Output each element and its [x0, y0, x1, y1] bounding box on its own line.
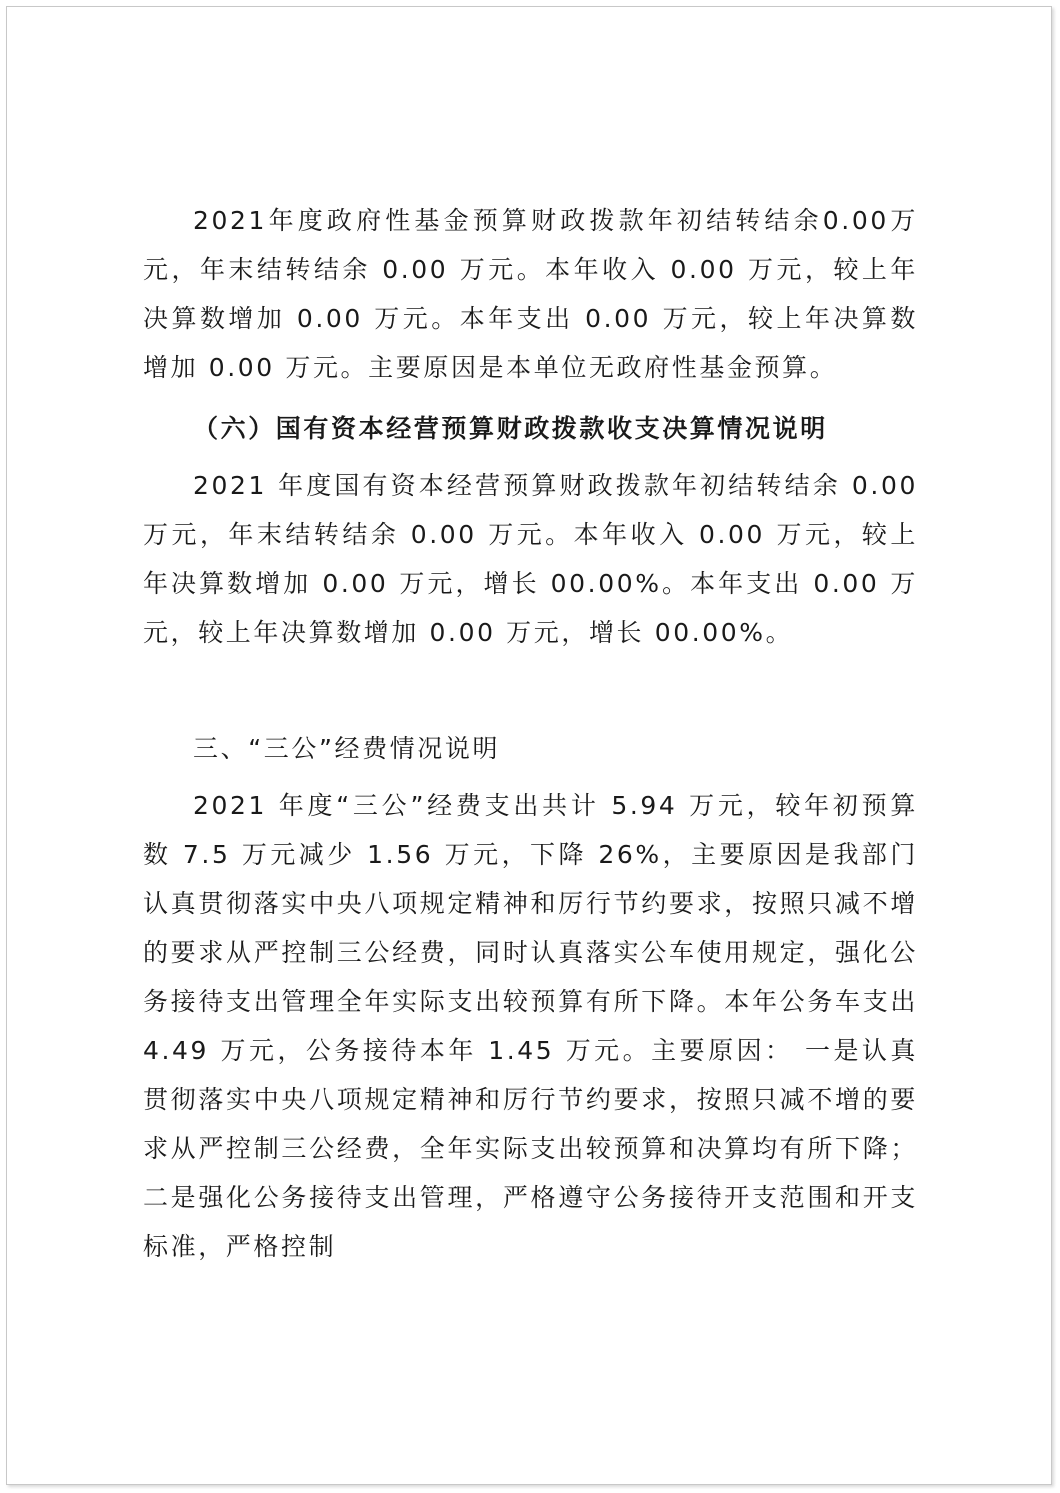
state-capital-section: [143, 461, 918, 657]
three-public-heading: 三、“三公”经费情况说明: [193, 734, 501, 763]
three-public-heading-block: [143, 724, 918, 773]
state-capital-paragraph: 2021 年度国有资本经营预算财政拨款年初结转结余 0.00 万元，年末结转结余 0.00 万元。本年收入 0.00 万元，较上年决算数增加 0.00 万元，增长 00.00%。本年支出 0.00 万元，较上年决算数增加 0.00 万元，增长 00.00%。: [143, 471, 918, 647]
state-capital-heading: （六）国有资本经营预算财政拨款收支决算情况说明: [193, 414, 828, 443]
three-public-section: [143, 781, 918, 1271]
state-capital-heading-block: [143, 404, 918, 453]
fund-budget-section: [143, 196, 918, 392]
fund-budget-paragraph: 2021年度政府性基金预算财政拨款年初结转结余0.00万元，年末结转结余 0.00 万元。本年收入 0.00 万元，较上年决算数增加 0.00 万元。本年支出 0.00 万元，较上年决算数增加 0.00 万元。主要原因是本单位无政府性基金预算。: [143, 206, 918, 382]
three-public-paragraph: 2021 年度“三公”经费支出共计 5.94 万元，较年初预算数 7.5 万元减少 1.56 万元，下降 26%，主要原因是我部门认真贯彻落实中央八项规定精神和厉行节约要求，按照只减不增的要求从严控制三公经费，同时认真落实公车使用规定，强化公务接待支出管理全年实际支出较预算有所下降。本年公务车支出 4.49 万元，公务接待本年 1.45 万元。主要原因： 一是认真贯彻落实中央八项规定精神和厉行节约要求，按照只减不增的要求从严控制三公经费，全年实际支出较预算和决算均有所下降；二是强化公务接待支出管理，严格遵守公务接待开支范围和开支标准，严格控制: [143, 791, 918, 1261]
